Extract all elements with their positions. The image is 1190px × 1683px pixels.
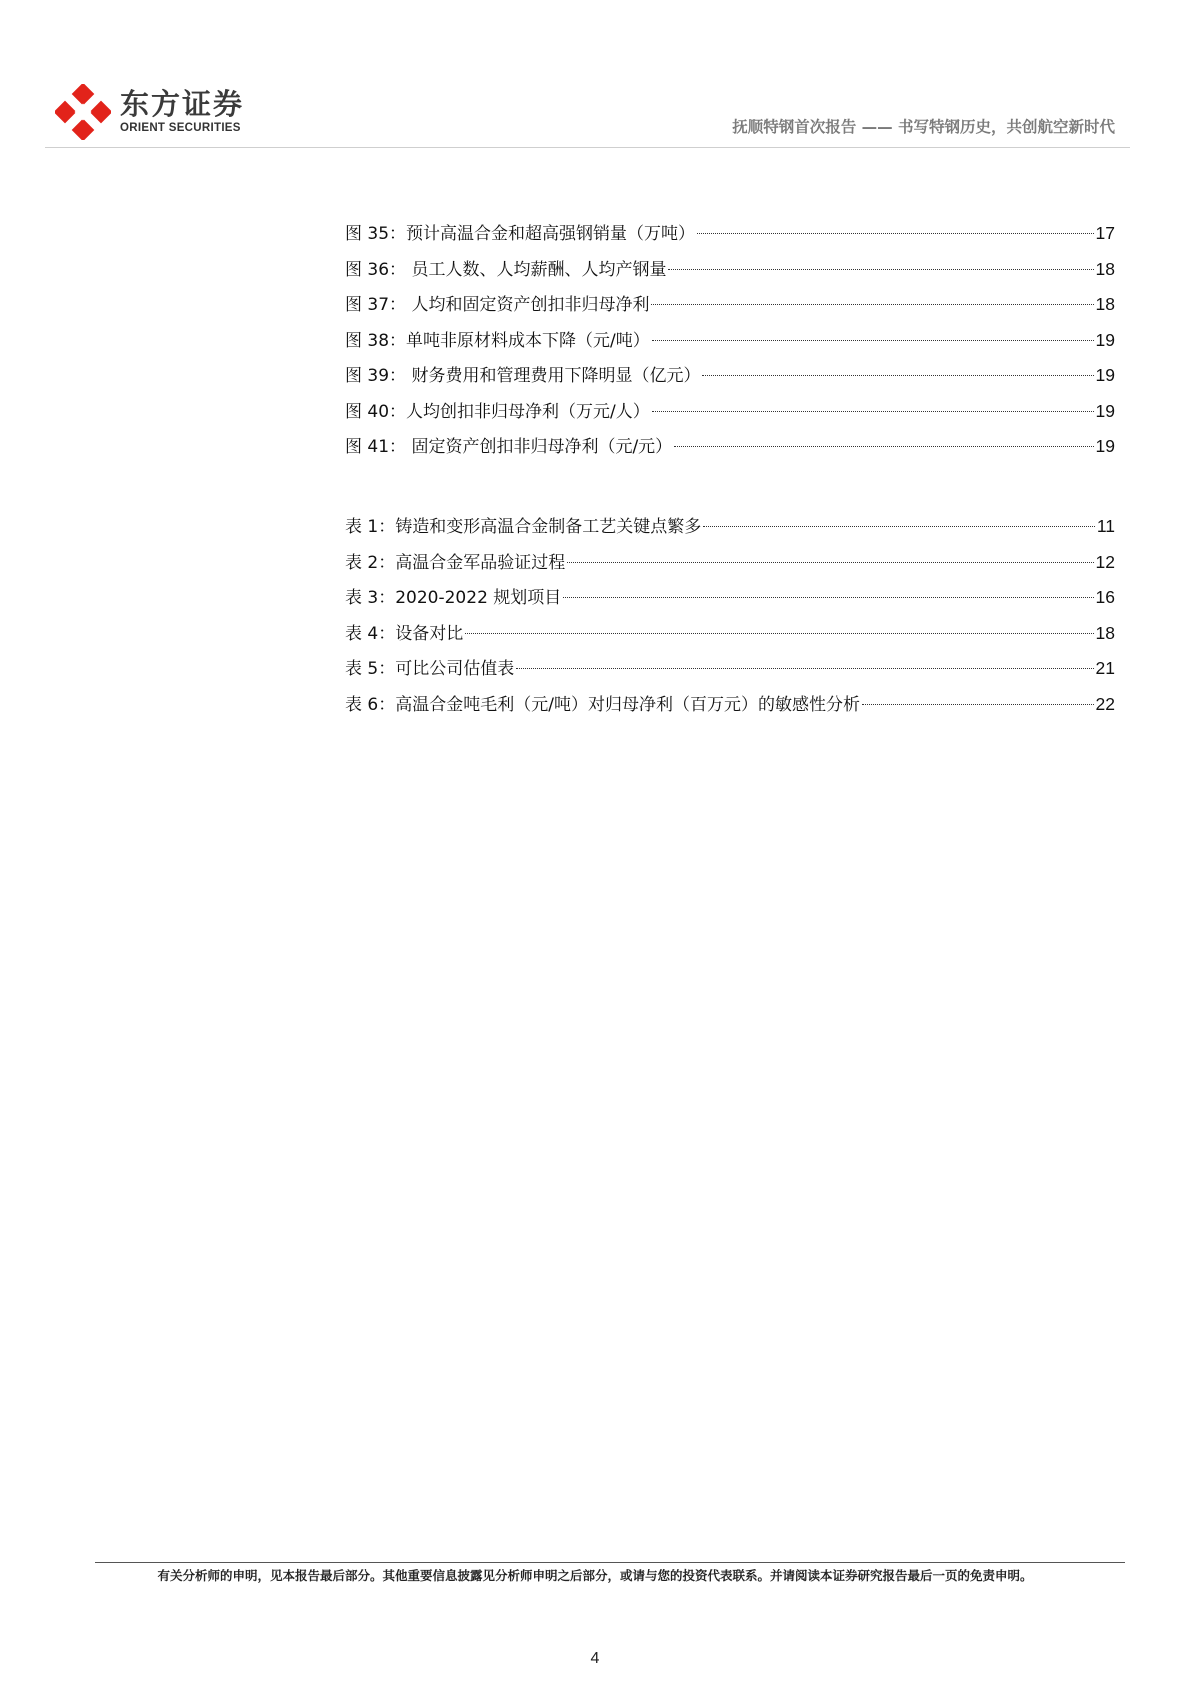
toc-entry-label: 图 36： 员工人数、人均薪酬、人均产钢量 [345, 259, 667, 280]
toc-entry-label: 图 41： 固定资产创扣非归母净利（元/元） [345, 437, 673, 457]
toc-leader-dots [668, 269, 1093, 270]
toc-entry-page: 12 [1095, 551, 1115, 572]
toc-entry-page: 21 [1095, 658, 1115, 678]
toc-entry-figure-35[interactable] [345, 221, 1115, 257]
toc-entry-figure-36[interactable] [345, 257, 1115, 293]
toc-entry-table-3[interactable] [345, 585, 1115, 621]
toc-entry-table-4[interactable] [345, 621, 1115, 657]
toc-entry-page: 16 [1095, 587, 1115, 607]
company-logo [55, 84, 255, 140]
report-title: 抚顺特钢首次报告 —— 书写特钢历史，共创航空新时代 [732, 118, 1115, 136]
toc-entry-figure-38[interactable] [345, 328, 1115, 364]
toc-leader-dots [465, 633, 1093, 634]
toc-leader-dots [563, 597, 1093, 598]
toc-leader-dots [652, 340, 1094, 341]
toc-entry-label: 表 2：高温合金军品验证过程 [345, 552, 566, 573]
toc-entry-label: 表 3：2020-2022 规划项目 [345, 588, 562, 608]
table-index [345, 514, 1115, 727]
toc-entry-figure-41[interactable] [345, 434, 1115, 470]
toc-entry-label: 表 1：铸造和变形高温合金制备工艺关键点繁多 [345, 517, 702, 537]
toc-entry-page: 19 [1095, 365, 1115, 385]
toc-leader-dots [703, 526, 1095, 527]
toc-entry-page: 18 [1095, 294, 1115, 314]
toc-entry-figure-40[interactable] [345, 399, 1115, 435]
toc-entry-label: 图 38：单吨非原材料成本下降（元/吨） [345, 330, 650, 351]
page-number: 4 [590, 1650, 600, 1667]
toc-entry-figure-39[interactable] [345, 363, 1115, 399]
footer-divider [95, 1562, 1125, 1563]
toc-leader-dots [652, 411, 1094, 412]
toc-entry-label: 表 5：可比公司估值表 [345, 659, 515, 679]
toc-entry-label: 表 4：设备对比 [345, 623, 464, 644]
toc-leader-dots [674, 446, 1093, 447]
toc-entry-page: 11 [1096, 516, 1115, 536]
toc-entry-table-2[interactable] [345, 550, 1115, 586]
logo-chinese-name: 东方证券 [120, 87, 245, 121]
figure-index [345, 221, 1115, 470]
toc-entry-page: 22 [1095, 693, 1115, 714]
toc-entry-page: 18 [1095, 258, 1115, 279]
toc-leader-dots [516, 668, 1093, 669]
toc-entry-label: 图 39： 财务费用和管理费用下降明显（亿元） [345, 366, 701, 386]
toc-leader-dots [697, 233, 1093, 234]
toc-entry-page: 18 [1095, 622, 1115, 643]
toc-entry-label: 图 37： 人均和固定资产创扣非归母净利 [345, 295, 650, 315]
toc-entry-page: 19 [1095, 436, 1115, 456]
toc-leader-dots [567, 562, 1093, 563]
toc-entry-label: 图 35：预计高温合金和超高强钢销量（万吨） [345, 224, 696, 244]
header-divider [45, 147, 1130, 148]
toc-leader-dots [702, 375, 1093, 376]
logo-english-name: ORIENT SECURITIES [120, 122, 241, 134]
toc-entry-page: 19 [1095, 329, 1115, 350]
toc-leader-dots [862, 704, 1094, 705]
toc-entry-table-5[interactable] [345, 656, 1115, 692]
toc-entry-figure-37[interactable] [345, 292, 1115, 328]
toc-entry-table-1[interactable] [345, 514, 1115, 550]
toc-leader-dots [651, 304, 1093, 305]
toc-entry-label: 图 40：人均创扣非归母净利（万元/人） [345, 401, 650, 422]
orient-securities-logo-icon [55, 84, 111, 140]
toc-entry-table-6[interactable] [345, 692, 1115, 728]
footer-disclaimer: 有关分析师的申明，见本报告最后部分。其他重要信息披露见分析师申明之后部分，或请与您的投资代表联系。并请阅读本证券研究报告最后一页的免责申明。 [157, 1568, 1033, 1583]
page-header [0, 0, 1190, 150]
toc-entry-page: 17 [1095, 223, 1115, 243]
toc-entry-label: 表 6：高温合金吨毛利（元/吨）对归母净利（百万元）的敏感性分析 [345, 694, 860, 715]
toc-entry-page: 19 [1095, 400, 1115, 421]
